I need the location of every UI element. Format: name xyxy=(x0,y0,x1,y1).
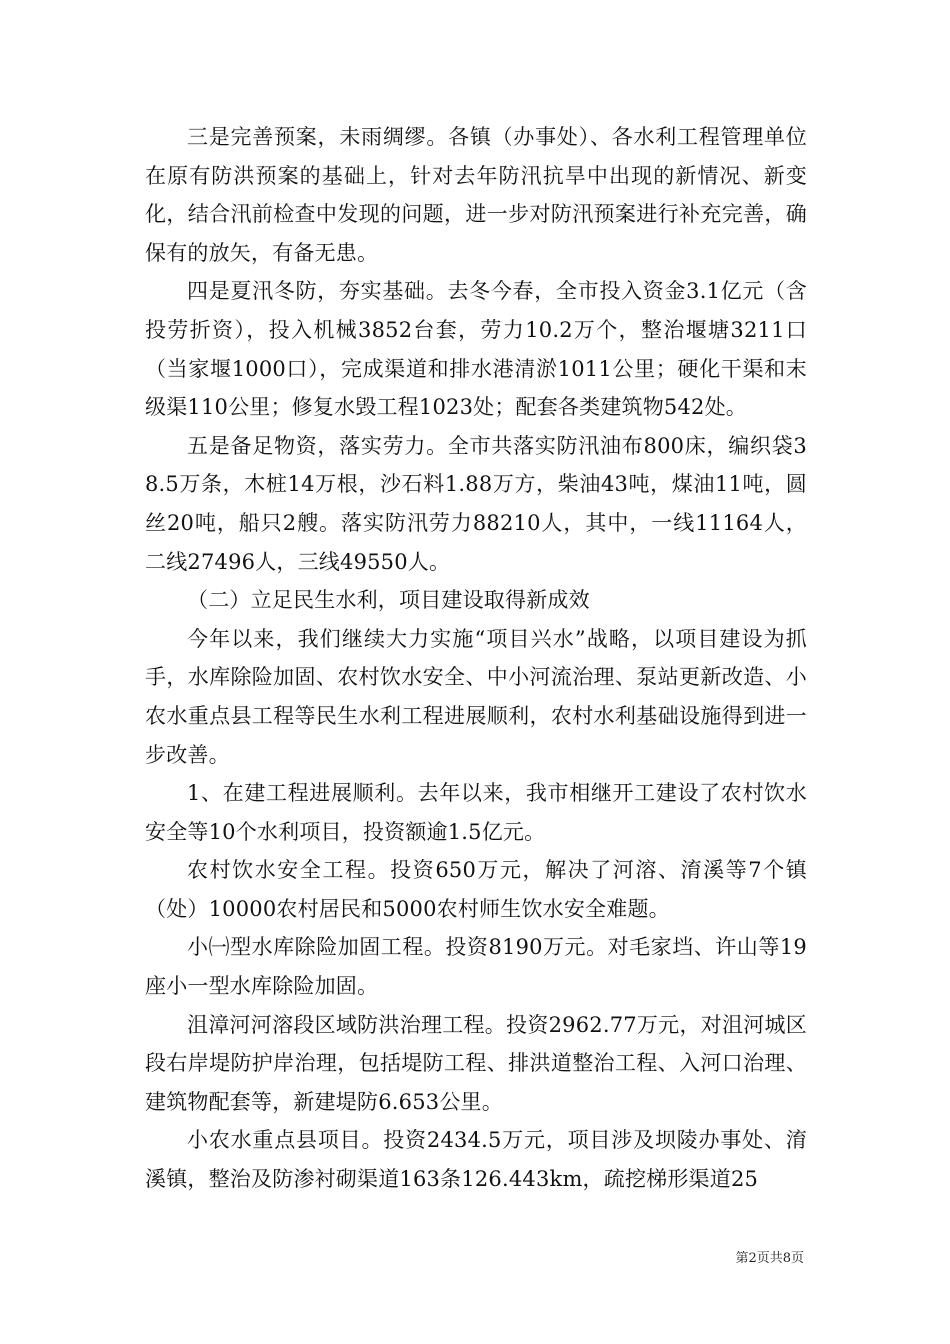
document-body xyxy=(145,118,807,1199)
page-number-label: 第2页共8页 xyxy=(735,1251,804,1266)
paragraph-winter-works: 四是夏汛冬防，夯实基础。去冬今春，全市投入资金3.1亿元（含投劳折资），投入机械3852台套，劳力10.2万个，整治堰塘3211口（当家堰1000口），完成渠道和排水港清淤1011公里；硬化干渠和末级渠110公里；修复水毁工程1023处；配套各类建筑物542处。 xyxy=(145,279,807,420)
paragraph-ongoing-projects: 1、在建工程进展顺利。去年以来，我市相继开工建设了农村饮水安全等10个水利项目，投资额逾1.5亿元。 xyxy=(145,781,807,844)
paragraph-flood-control: 沮漳河河溶段区域防洪治理工程。投资2962.77万元，对沮河城区段右岸堤防护岸治理，包括堤防工程、排洪道整治工程、入河口治理、建筑物配套等，新建堤防6.653公里。 xyxy=(145,1012,807,1114)
paragraph-project-strategy: 今年以来，我们继续大力实施“项目兴水”战略，以项目建设为抓手，水库除险加固、农村饮水安全、中小河流治理、泵站更新改造、小农水重点县工程等民生水利工程进展顺利，农村水利基础设施得到进一步改善。 xyxy=(145,626,807,767)
section-heading-livelihood-water: （二）立足民生水利，项目建设取得新成效 xyxy=(187,588,590,613)
paragraph-small-irrigation: 小农水重点县项目。投资2434.5万元，项目涉及坝陵办事处、淯溪镇，整治及防渗衬砌渠道163条126.443km，疏挖梯形渠道25 xyxy=(145,1128,807,1192)
paragraph-materials-labor: 五是备足物资，落实劳力。全市共落实防汛油布800床，编织袋38.5万条，木桩14万根，沙石料1.88万方，柴油43吨，煤油11吨，圆丝20吨，船只2艘。落实防汛劳力88210人，其中，一线11164人，二线27496人，三线49550人。 xyxy=(145,433,807,574)
paragraph-reservoir-reinforcement: 小㈠型水库除险加固工程。投资8190万元。对毛家垱、许山等19座小一型水库除险加固。 xyxy=(145,935,807,999)
page-number xyxy=(735,1247,804,1266)
paragraph-plan-improvement: 三是完善预案，未雨绸缪。各镇（办事处）、各水利工程管理单位在原有防洪预案的基础上，针对去年防汛抗旱中出现的新情况、新变化，结合汛前检查中发现的问题，进一步对防汛预案进行补充完善，确保有的放矢，有备无患。 xyxy=(145,125,807,265)
paragraph-rural-drinking-water: 农村饮水安全工程。投资650万元，解决了河溶、淯溪等7个镇（处）10000农村居民和5000农村师生饮水安全难题。 xyxy=(145,858,807,921)
